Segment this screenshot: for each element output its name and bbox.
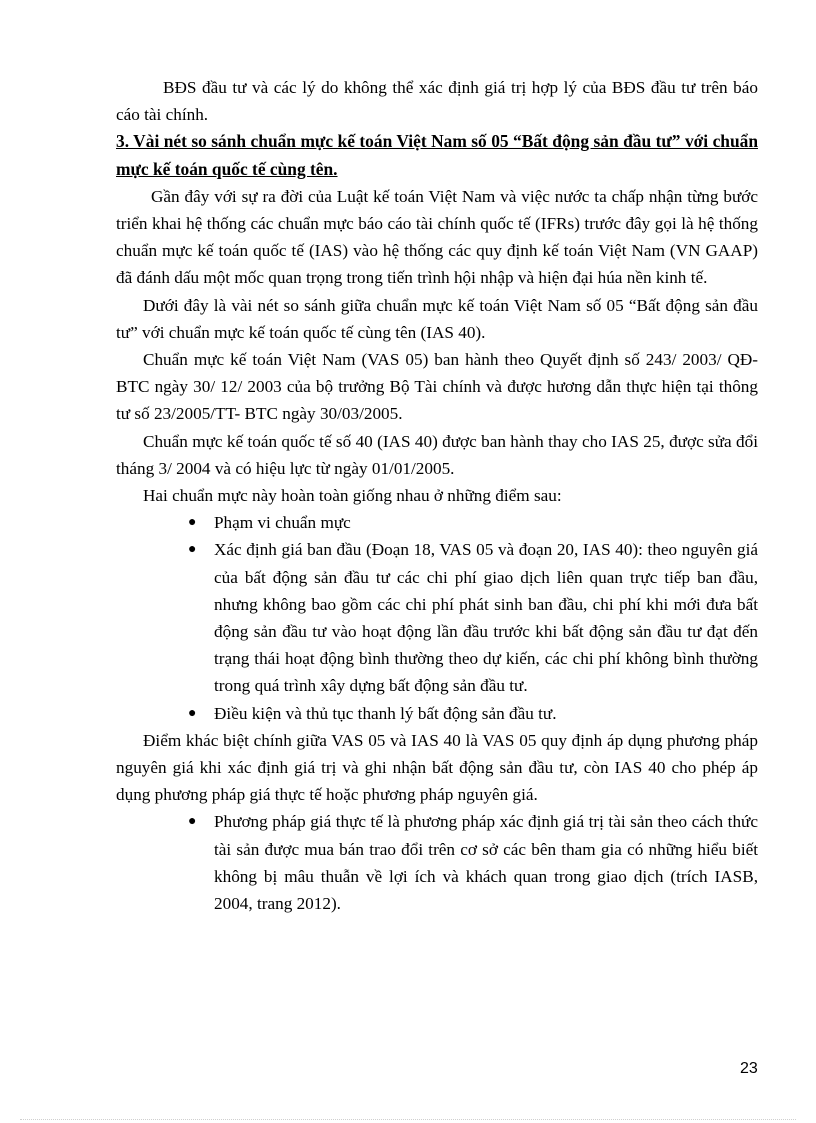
paragraph-intro: BĐS đầu tư và các lý do không thể xác định giá trị hợp lý của BĐS đầu tư trên báo cáo tài chính. [116,78,758,125]
list-item [116,509,758,536]
list-item-text: Xác định giá ban đầu (Đoạn 18, VAS 05 và đoạn 20, IAS 40): theo nguyên giá của bất động sản đầu tư các chi phí giao dịch liên quan trực tiếp ban đầu, nhưng không bao gồm các chi phí phát sinh ban đầu, chi phí khi mới đưa bất động sản đầu tư vào hoạt động lần đầu trước khi bất động sản đầu tư đạt đến trạng thái hoạt động bình thường theo dự kiến, các chi phí không bình thường trong quá trình xây dựng bất động sản đầu tư. [214,540,758,696]
paragraph-context: Gần đây với sự ra đời của Luật kế toán Việt Nam và việc nước ta chấp nhận từng bước triển khai hệ thống các chuẩn mực báo cáo tài chính quốc tế (IFRs) trước đây gọi là hệ thống chuẩn mực kế toán quốc tế (IAS) vào hệ thống các quy định kế toán Việt Nam (VN GAAP) đã đánh dấu một mốc quan trọng trong tiến trình hội nhập và hiện đại húa nền kinh tế. [116,186,758,288]
section-heading: 3. Vài nét so sánh chuẩn mực kế toán Việt Nam số 05 “Bất động sản đầu tư” với chuẩn mực kế toán quốc tế cùng tên. [116,131,758,179]
similarities-list [116,509,758,727]
bullet-icon: ● [188,814,197,830]
bullet-icon: ● [188,515,197,531]
page-number: 23 [740,1060,758,1077]
list-item [116,700,758,727]
bullet-icon: ● [188,542,197,558]
paragraph-comparison-intro: Dưới đây là vài nét so sánh giữa chuẩn mực kế toán Việt Nam số 05 “Bất động sản đầu tư” với chuẩn mực kế toán quốc tế cùng tên (IAS 40). [116,295,758,342]
list-item [116,808,758,917]
page-body [116,74,758,917]
paragraph-differences: Điểm khác biệt chính giữa VAS 05 và IAS 40 là VAS 05 quy định áp dụng phương pháp nguyên giá khi xác định giá trị và ghi nhận bất động sản đầu tư, còn IAS 40 cho phép áp dụng phương pháp giá thực tế hoặc phương pháp nguyên giá. [116,730,758,805]
footer-divider [20,1119,796,1120]
paragraph-similarities: Hai chuẩn mực này hoàn toàn giống nhau ở những điểm sau: [143,486,562,506]
differences-list [116,808,758,917]
list-item-text: Phạm vi chuẩn mực [214,513,351,533]
list-item-text: Phương pháp giá thực tế là phương pháp xác định giá trị tài sản theo cách thức tài sản được mua bán trao đổi trên cơ sở các bên tham gia có những hiểu biết không bị mâu thuẫn về lợi ích và khách quan trong giao dịch (trích IASB, 2004, trang 2012). [214,812,758,914]
list-item-text: Điều kiện và thủ tục thanh lý bất động sản đầu tư. [214,703,557,723]
list-item [116,536,758,699]
bullet-icon: ● [188,705,197,721]
paragraph-ias40: Chuẩn mực kế toán quốc tế số 40 (IAS 40) được ban hành thay cho IAS 25, được sửa đổi tháng 3/ 2004 và có hiệu lực từ ngày 01/01/2005. [116,431,758,478]
paragraph-vas05: Chuẩn mực kế toán Việt Nam (VAS 05) ban hành theo Quyết định số 243/ 2003/ QĐ-BTC ngày 30/ 12/ 2003 của bộ trưởng Bộ Tài chính và được hương dẫn thực hiện tại thông tư số 23/2005/TT- BTC ngày 30/03/2005. [116,350,758,424]
